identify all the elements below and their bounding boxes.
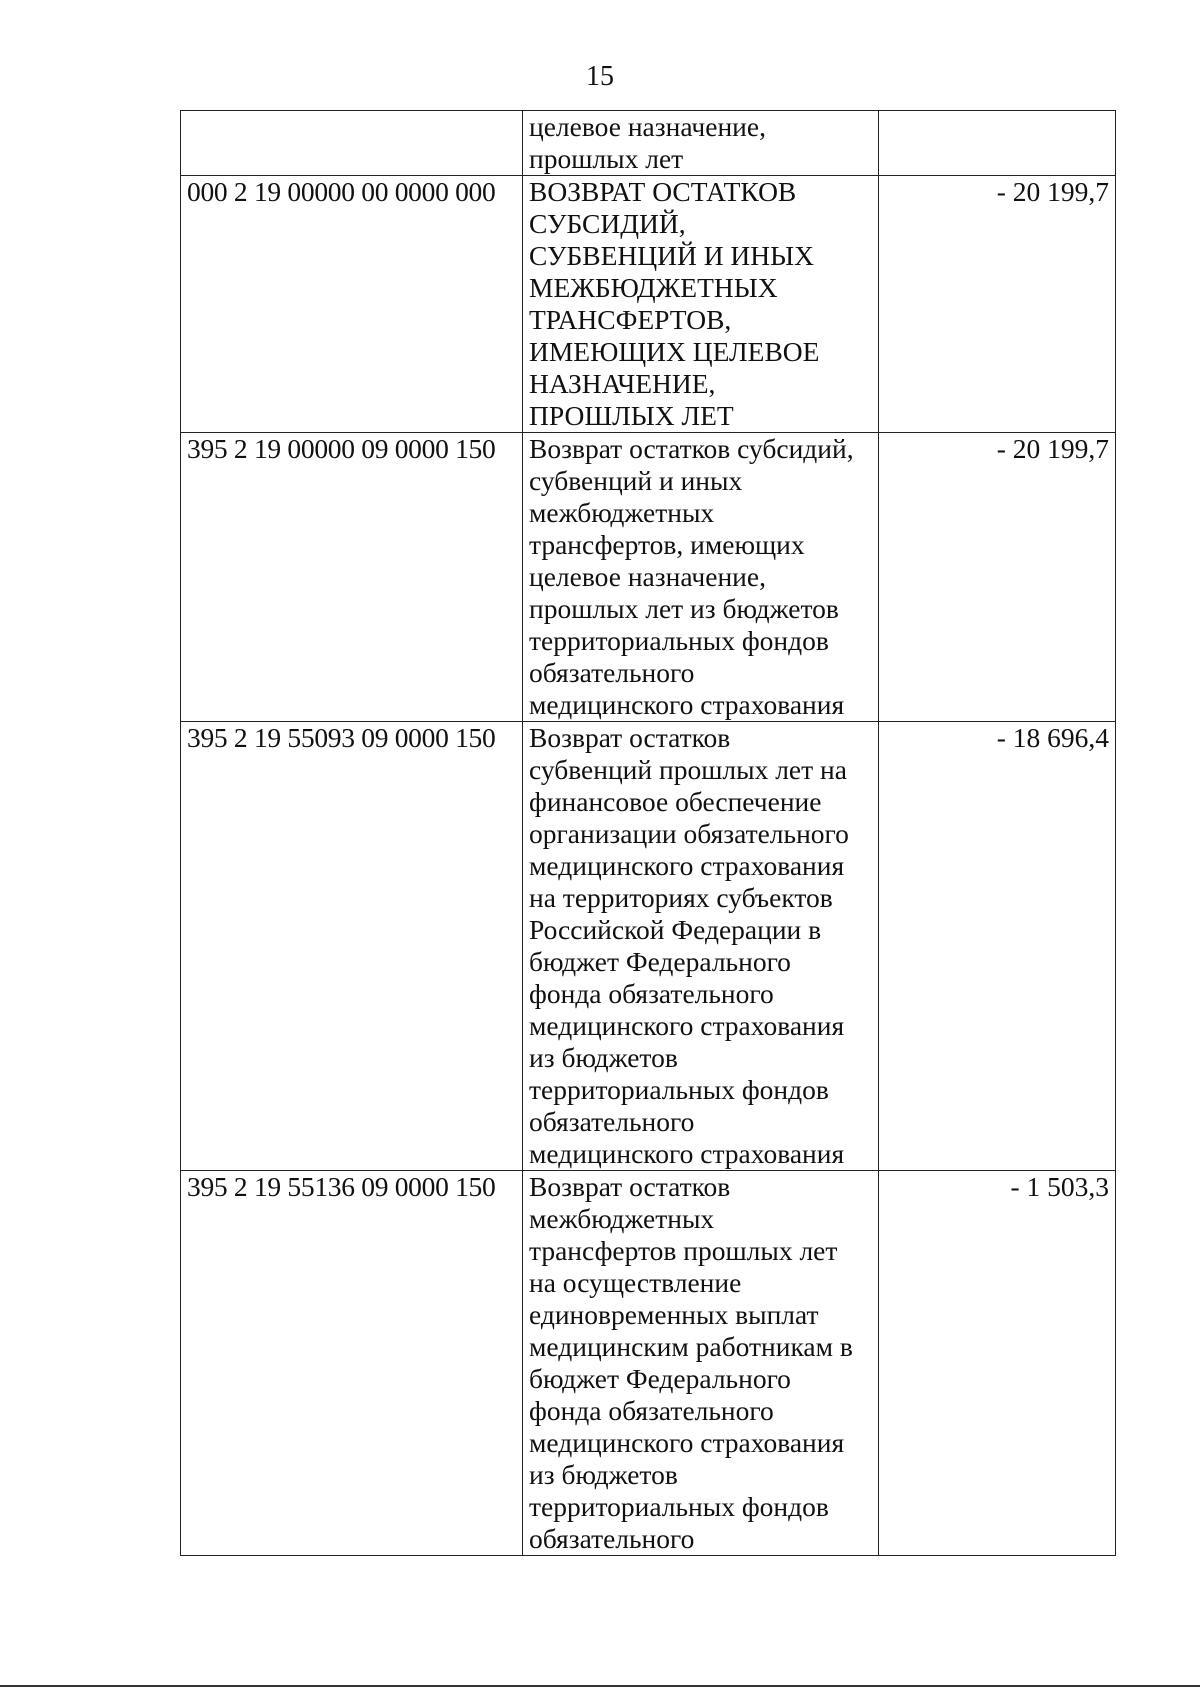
amount: - 1 503,3 bbox=[879, 1171, 1116, 1556]
budget-table bbox=[180, 110, 1116, 1556]
budget-code: 395 2 19 55136 09 0000 150 bbox=[181, 1171, 523, 1556]
income-name: Возврат остатков межбюджетных трансфертов прошлых лет на осуществление единовременных выплат медицинским работникам в бюджет Федерального фонда обязательного медицинского страхования из бюджетов территориальных фондов обязательного bbox=[523, 1171, 879, 1556]
table-row bbox=[181, 176, 1116, 433]
amount: - 20 199,7 bbox=[879, 176, 1116, 433]
page-bottom-rule bbox=[0, 1685, 1200, 1687]
amount bbox=[879, 111, 1116, 176]
income-name: целевое назначение, прошлых лет bbox=[523, 111, 879, 176]
income-name: Возврат остатков субвенций прошлых лет на финансовое обеспечение организации обязательного медицинского страхования на территориях субъектов Российской Федерации в бюджет Федерального фонда обязательного медицинского страхования из бюджетов территориальных фондов обязательного медицинского страхования bbox=[523, 722, 879, 1171]
budget-code bbox=[181, 111, 523, 176]
table-row bbox=[181, 1171, 1116, 1556]
table-row bbox=[181, 433, 1116, 722]
table-row bbox=[181, 722, 1116, 1171]
table-row bbox=[181, 111, 1116, 176]
income-name: ВОЗВРАТ ОСТАТКОВ СУБСИДИЙ, СУБВЕНЦИЙ И ИНЫХ МЕЖБЮДЖЕТНЫХ ТРАНСФЕРТОВ, ИМЕЮЩИХ ЦЕЛЕВОЕ НАЗНАЧЕНИЕ, ПРОШЛЫХ ЛЕТ bbox=[523, 176, 879, 433]
budget-code: 395 2 19 55093 09 0000 150 bbox=[181, 722, 523, 1171]
income-name: Возврат остатков субсидий, субвенций и иных межбюджетных трансфертов, имеющих целевое назначение, прошлых лет из бюджетов территориальных фондов обязательного медицинского страхования bbox=[523, 433, 879, 722]
amount: - 20 199,7 bbox=[879, 433, 1116, 722]
budget-code: 395 2 19 00000 09 0000 150 bbox=[181, 433, 523, 722]
budget-code: 000 2 19 00000 00 0000 000 bbox=[181, 176, 523, 433]
amount: - 18 696,4 bbox=[879, 722, 1116, 1171]
page-number: 15 bbox=[586, 61, 614, 92]
